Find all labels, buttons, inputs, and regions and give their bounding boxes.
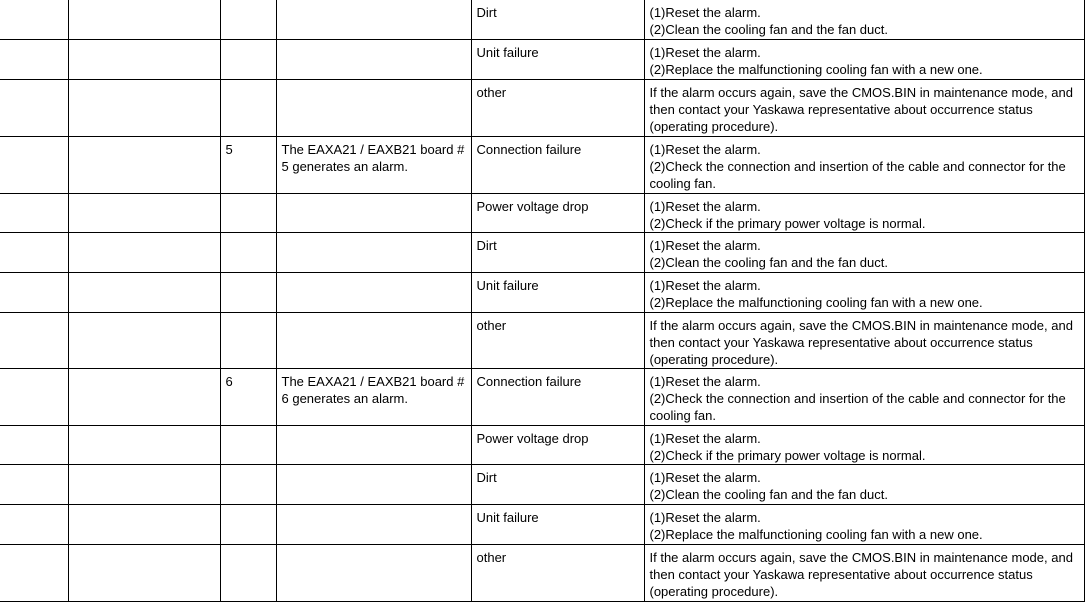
table-row bbox=[0, 273, 1084, 313]
cause-cell: Connection failure bbox=[471, 369, 644, 426]
blank-cell bbox=[68, 369, 220, 426]
board-number-cell bbox=[220, 313, 276, 369]
blank-cell bbox=[0, 80, 68, 137]
blank-cell bbox=[0, 233, 68, 273]
cause-cell: Unit failure bbox=[471, 40, 644, 80]
action-cell: If the alarm occurs again, save the CMOS.BIN in maintenance mode, and then contact your Yaskawa representative about occurrence status (operating procedure). bbox=[644, 80, 1084, 137]
blank-cell bbox=[68, 0, 220, 40]
blank-cell bbox=[0, 137, 68, 194]
action-cell: (1)Reset the alarm. (2)Clean the cooling fan and the fan duct. bbox=[644, 465, 1084, 505]
board-number-cell bbox=[220, 273, 276, 313]
cause-cell: other bbox=[471, 545, 644, 602]
blank-cell bbox=[68, 80, 220, 137]
blank-cell bbox=[0, 369, 68, 426]
action-cell: (1)Reset the alarm. (2)Replace the malfunctioning cooling fan with a new one. bbox=[644, 505, 1084, 545]
cause-cell: Dirt bbox=[471, 0, 644, 40]
cause-cell: Unit failure bbox=[471, 273, 644, 313]
board-number-cell bbox=[220, 233, 276, 273]
table-row bbox=[0, 505, 1084, 545]
action-cell: (1)Reset the alarm. (2)Clean the cooling fan and the fan duct. bbox=[644, 0, 1084, 40]
blank-cell bbox=[0, 465, 68, 505]
action-cell: If the alarm occurs again, save the CMOS.BIN in maintenance mode, and then contact your Yaskawa representative about occurrence status (operating procedure). bbox=[644, 313, 1084, 369]
event-cell bbox=[276, 465, 471, 505]
blank-cell bbox=[68, 233, 220, 273]
blank-cell bbox=[0, 194, 68, 233]
cause-cell: Power voltage drop bbox=[471, 194, 644, 233]
action-cell: (1)Reset the alarm. (2)Replace the malfunctioning cooling fan with a new one. bbox=[644, 273, 1084, 313]
blank-cell bbox=[68, 505, 220, 545]
blank-cell bbox=[0, 505, 68, 545]
table-row bbox=[0, 369, 1084, 426]
event-cell bbox=[276, 0, 471, 40]
action-cell: (1)Reset the alarm. (2)Check the connection and insertion of the cable and connector for the cooling fan. bbox=[644, 369, 1084, 426]
blank-cell bbox=[68, 313, 220, 369]
table-row bbox=[0, 194, 1084, 233]
board-number-cell bbox=[220, 505, 276, 545]
cause-cell: Dirt bbox=[471, 465, 644, 505]
event-cell bbox=[276, 233, 471, 273]
board-number-cell bbox=[220, 465, 276, 505]
cause-cell: Unit failure bbox=[471, 505, 644, 545]
blank-cell bbox=[0, 313, 68, 369]
board-number-cell bbox=[220, 194, 276, 233]
event-cell: The EAXA21 / EAXB21 board # 5 generates an alarm. bbox=[276, 137, 471, 194]
board-number-cell: 6 bbox=[220, 369, 276, 426]
blank-cell bbox=[68, 40, 220, 80]
event-cell bbox=[276, 194, 471, 233]
table-row bbox=[0, 465, 1084, 505]
blank-cell bbox=[0, 545, 68, 602]
event-cell: The EAXA21 / EAXB21 board # 6 generates an alarm. bbox=[276, 369, 471, 426]
blank-cell bbox=[68, 465, 220, 505]
event-cell bbox=[276, 426, 471, 465]
event-cell bbox=[276, 273, 471, 313]
blank-cell bbox=[0, 0, 68, 40]
action-cell: (1)Reset the alarm. (2)Check the connection and insertion of the cable and connector for the cooling fan. bbox=[644, 137, 1084, 194]
blank-cell bbox=[68, 194, 220, 233]
cause-cell: Dirt bbox=[471, 233, 644, 273]
action-cell: (1)Reset the alarm. (2)Check if the primary power voltage is normal. bbox=[644, 426, 1084, 465]
blank-cell bbox=[0, 40, 68, 80]
event-cell bbox=[276, 545, 471, 602]
blank-cell bbox=[0, 273, 68, 313]
table-row bbox=[0, 233, 1084, 273]
blank-cell bbox=[68, 137, 220, 194]
table-row bbox=[0, 313, 1084, 369]
table-row bbox=[0, 137, 1084, 194]
cause-cell: other bbox=[471, 80, 644, 137]
event-cell bbox=[276, 80, 471, 137]
action-cell: (1)Reset the alarm. (2)Replace the malfunctioning cooling fan with a new one. bbox=[644, 40, 1084, 80]
action-cell: (1)Reset the alarm. (2)Check if the primary power voltage is normal. bbox=[644, 194, 1084, 233]
cause-cell: Power voltage drop bbox=[471, 426, 644, 465]
blank-cell bbox=[68, 545, 220, 602]
table-row bbox=[0, 40, 1084, 80]
action-cell: If the alarm occurs again, save the CMOS.BIN in maintenance mode, and then contact your Yaskawa representative about occurrence status (operating procedure). bbox=[644, 545, 1084, 602]
blank-cell bbox=[68, 273, 220, 313]
blank-cell bbox=[0, 426, 68, 465]
action-cell: (1)Reset the alarm. (2)Clean the cooling fan and the fan duct. bbox=[644, 233, 1084, 273]
table-row bbox=[0, 545, 1084, 602]
event-cell bbox=[276, 40, 471, 80]
cause-cell: other bbox=[471, 313, 644, 369]
blank-cell bbox=[68, 426, 220, 465]
table-row bbox=[0, 0, 1084, 40]
board-number-cell bbox=[220, 545, 276, 602]
event-cell bbox=[276, 313, 471, 369]
board-number-cell bbox=[220, 40, 276, 80]
event-cell bbox=[276, 505, 471, 545]
table-row bbox=[0, 426, 1084, 465]
board-number-cell bbox=[220, 426, 276, 465]
cause-cell: Connection failure bbox=[471, 137, 644, 194]
board-number-cell: 5 bbox=[220, 137, 276, 194]
board-number-cell bbox=[220, 80, 276, 137]
table-row bbox=[0, 80, 1084, 137]
board-number-cell bbox=[220, 0, 276, 40]
